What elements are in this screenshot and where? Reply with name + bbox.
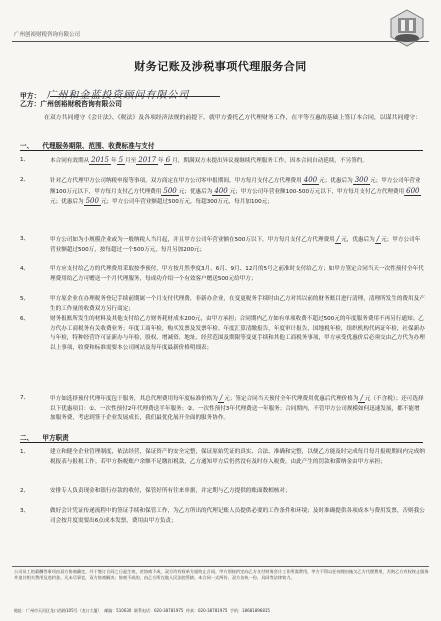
section-rule [20,442,423,443]
handwritten-field: 600 [406,186,420,195]
footer-note: 公司员工的薪酬等事项由双方协商确定，并于签订合同之日起生效，若协商不成，双方均有权单方面终止合同。甲方须按约定向乙方支付财务会计工作所需费用，甲方不得以任何理由拖欠乙方代理费用，否则乙方有权终止服务并追讨相关费用及违约金。凡未尽事宜，双方协商解决；协商不成的，由乙方所在地人民法院管辖。本合同一式两份，双方各执一份，具同等法律效力。 [14,569,429,580]
header-company-name: 广州创裕财税咨询有限公司 [14,32,81,38]
handwritten-field: / [360,394,363,402]
clause-item: 2、 针对乙方代理甲方公司纳税申报等事项，双方商定在甲方公司零申报期间，甲方每月支付乙方代理费用 400 元；优惠后为 300 元；甲方公司年营业额100万元以下，甲方每月支付乙方代理费用 500 元；优惠后为 400 元；甲方公司年营业额100-500万元以下，甲方每月支付乙方代理费用 600元；优惠后为 500 元；甲方公司年营业额超过500万元，每超300万元，每月加100元； [20,176,421,206]
handwritten-field: 300 [354,176,369,184]
handwritten-field: 400 [214,186,228,195]
handwritten-field: / [219,394,223,402]
company-seal-logo-icon [388,8,426,48]
clause-item: 2、 安排专人负责现金和银行存款的收付，保管好所有往来单据，并定期与乙方提供的账面数相核对； [20,488,291,494]
intro-paragraph: 在双方共同遵守《会计法》、《税法》及各项经济法规的前提下，就甲方委托乙方代理财务工作，在平等互惠的基础上签订本合同，以谋共同遵守： [44,115,421,121]
footer-contact: 地址：广州市天河区龙口西路105号（龙口大厦） 邮编：510630 联系电话：020-38781975 传真：020-38781975 手机：18681896815 [14,608,270,613]
handwritten-field: 5 [118,156,124,164]
clause-item: 3、 做好会计凭证传递流程中的签证手续和保管工作，为乙方所出的代理记账人员提供必要的工作条件和环境；及时准确提供各项成本与费用发票，否则我公司会按月度需要出6点成本发票，费用由甲方负责； [20,508,425,524]
page-title: 财务记账及涉税事项代理服务合同 [134,60,307,73]
handwritten-field: 2017 [138,156,157,164]
handwritten-field: 500 [163,186,177,195]
party-a-value: 广州和金蓝投资顾问有限公司 [46,90,190,101]
section-rule [20,150,423,151]
clause-item: 6、 财务报账所发生的材料及其他支付给乙方财务耗材成本200元，由甲方承担；合同期内乙方如有单项收费不超过500元的年度服务费用不再另行通知；乙方代办工商税务有关收费业务；年度工商年检，购买发票及发票年检、年度汇算清缴报告，年度审计报告，国地税年检，组织机构代码证年检，社保新办与年检，特种经营许可证新办与年检，股权、增减资、地址、经营范围及期限等变更手续和其他工商税务事项，甲方承受优惠价后必须交由乙方代为办理以上事项，收费和标准需要本公司网站及每年度最新价格明细表； [20,316,425,351]
party-b-value: 广州创裕财税咨询有限公司 [40,100,122,108]
section-heading: 一、 代理服务期限、范围、收费标准与支付 [20,142,155,150]
footer-divider [12,566,429,567]
clause-item: 4、 甲方应支付给乙方的代理费用采取按季预付，甲方按月然季度3月、6月、9月、12月的5号之前准时支付给乙方；如甲方签定合同当天一次性预付全年代理费用给乙方可赠送一个月代理服务，每成功介绍一个有效客户赠送500元给甲方； [20,266,424,282]
clause-item: 7、 甲方如选择预付代理年度包干服务，其总代理费用每年度标准价格为 / 元；签定合同当天预付全年代理费用优惠后代理价格为 / 元（不含税）；还可选择以下优惠项目：①、一次性预付2年代理费送半年服务；②、一次性预付3年代理费送一年服务；合同期内，不管甲方公司规模如何迅速发展，都不能增加服务费，考虑到签于企业发展成长，我们最优化展开全面的服务协作。 [20,394,424,422]
party-a-label: 甲方： [20,92,41,100]
clause-item: 5、 甲方原企业在办理税务登记手续前期属一个月支付代理费，非新办企业，在变更税务手续时由乙方对其以前的财务账目进行清理，清理所发生的费用及产生的工作量的收费双方另行商定； [20,296,425,312]
party-b-label: 乙方： [20,100,41,108]
clause-item: 1、 建立和健全企业管理制度，依法经营，保证资产的安全完整，保证原始凭证的真实、合法、准确和完整，以便乙方能及时完成每月每月报税期间内完成纳税报表与报税工作。若甲方指税账户余额不足缴扣税款，乙方通知甲方后仍然没有及时存入税费，由此产生的罚款和滞纳金由甲方承担； [20,449,425,465]
clause-item: 1、 本合同有效期从 2015 年 5 月至 2017 年 6 月，期满双方未提出异议视继续代理服务工作，因本合同自动延续，不另签约。 [20,156,368,164]
handwritten-field: / [376,235,380,243]
header-divider [12,41,429,42]
clause-item: 3、 甲方公司如为小规模企业或为一般纳税人当月起，并且甲方公司年营业额在500万以下，甲方每月支付乙方代理费用 / 元，优惠后为 / 元；甲方公司年营业额超过500万，按每超过一个500万元，每月另加200元； [20,235,421,253]
handwritten-field: / [336,235,340,243]
handwritten-field: 2015 [91,156,109,164]
section-heading: 二、 甲方职责 [20,434,69,442]
handwritten-field: 500 [85,197,99,206]
handwritten-field: 400 [303,176,318,184]
party-b [20,98,122,108]
handwritten-field: 6 [165,156,171,164]
